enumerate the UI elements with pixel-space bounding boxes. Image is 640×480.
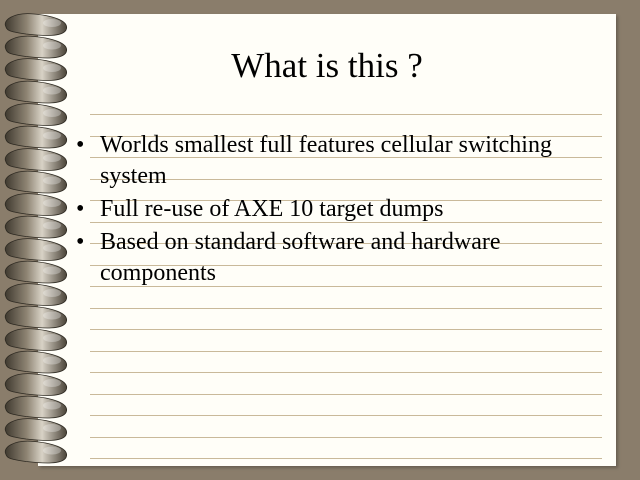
list-item-label: Based on standard software and hardware components — [100, 229, 501, 286]
spiral-ring-highlight — [43, 289, 61, 297]
page-title: What is this ? — [231, 46, 423, 85]
bullet-list — [76, 130, 596, 291]
slide-content — [38, 14, 616, 466]
notepad-paper — [38, 14, 616, 466]
spiral-ring-highlight — [43, 334, 61, 342]
spiral-ring-highlight — [43, 379, 61, 387]
spiral-ring-highlight — [43, 154, 61, 162]
spiral-ring-highlight — [43, 132, 61, 140]
spiral-ring-highlight — [43, 87, 61, 95]
spiral-ring-highlight — [43, 312, 61, 320]
spiral-ring-highlight — [43, 42, 61, 50]
bullet-marker-icon: • — [76, 132, 85, 158]
spiral-ring-highlight — [43, 424, 61, 432]
spiral-ring-highlight — [43, 244, 61, 252]
spiral-ring-highlight — [43, 64, 61, 72]
spiral-ring-highlight — [43, 109, 61, 117]
list-item — [76, 130, 596, 192]
spiral-ring-highlight — [43, 199, 61, 207]
bullet-marker-icon: • — [76, 229, 85, 255]
list-item-label: Full re-use of AXE 10 target dumps — [100, 196, 444, 222]
spiral-ring-highlight — [43, 267, 61, 275]
spiral-ring-highlight — [43, 19, 61, 27]
list-item — [76, 194, 596, 225]
spiral-ring-highlight — [43, 177, 61, 185]
spiral-binding-icon — [0, 0, 80, 480]
spiral-ring-highlight — [43, 447, 61, 455]
spiral-ring-highlight — [43, 402, 61, 410]
bullet-marker-icon: • — [76, 196, 85, 222]
spiral-ring-highlight — [43, 222, 61, 230]
spiral-ring-highlight — [43, 357, 61, 365]
list-item-label: Worlds smallest full features cellular switching system — [100, 132, 552, 189]
list-item — [76, 227, 596, 289]
